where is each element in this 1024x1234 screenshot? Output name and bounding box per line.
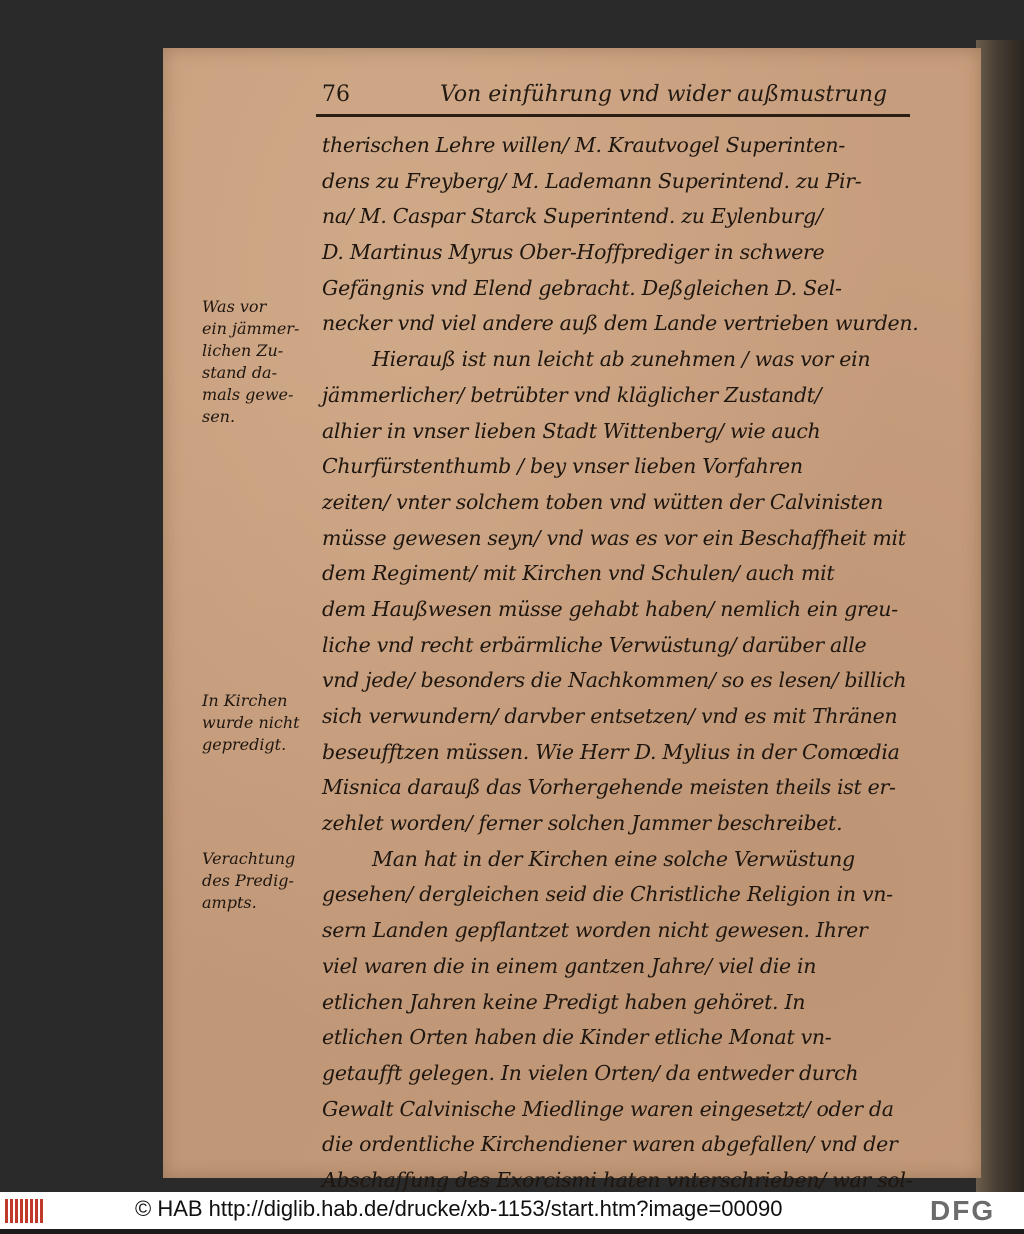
- running-title: Von einführung vnd wider außmustrung: [440, 82, 888, 107]
- text-line: vnd jede/ besonders die Nachkommen/ so es lesen/ billich: [322, 668, 907, 693]
- text-line: Gefängnis vnd Elend gebracht. Deßgleichen D. Sel-: [322, 275, 842, 300]
- viewer-footer: [0, 1192, 1024, 1229]
- margin-note-line: mals gewe-: [202, 385, 294, 404]
- text-line: jämmerlicher/ betrübter vnd kläglicher Zustandt/: [322, 382, 822, 407]
- margin-note-line: lichen Zu-: [202, 341, 284, 360]
- text-line: die ordentliche Kirchendiener waren abgefallen/ vnd der: [322, 1132, 898, 1157]
- text-line: Churfürstenthumb / bey vnser lieben Vorfahren: [322, 454, 803, 479]
- text-line: zeiten/ vnter solchem toben vnd wütten der Calvinisten: [322, 489, 884, 514]
- text-line: therischen Lehre willen/ M. Krautvogel Superinten-: [322, 133, 845, 157]
- text-line: sich verwundern/ darvber entsetzen/ vnd es mit Thränen: [322, 704, 898, 728]
- text-line: sern Landen gepflantzet worden nicht gewesen. Ihrer: [322, 918, 868, 943]
- dfg-logo: DFG: [930, 1195, 996, 1226]
- text-line: getaufft gelegen. In vielen Orten/ da entweder durch: [322, 1060, 859, 1085]
- margin-note-verachtung: [202, 848, 320, 914]
- text-line: viel waren die in einem gantzen Jahre/ viel die in: [322, 953, 817, 978]
- text-line: gesehen/ dergleichen seid die Christliche Religion in vn-: [322, 882, 893, 907]
- text-line: beseufftzen müssen. Wie Herr D. Mylius in der Comœdia: [322, 739, 900, 764]
- margin-note-line: ampts.: [202, 893, 257, 912]
- body-text: [322, 128, 919, 1234]
- margin-note-zustand: [202, 296, 320, 428]
- text-line: alhier in vnser lieben Stadt Wittenberg/ wie auch: [322, 418, 821, 443]
- text-line: müsse gewesen seyn/ vnd was es vor ein Beschaffheit mit: [322, 525, 906, 550]
- text-line: zehlet worden/ ferner solchen Jammer beschreibet.: [322, 811, 843, 836]
- text-line: dem Haußwesen müsse gehabt haben/ nemlich ein greu-: [322, 596, 898, 621]
- text-line: dens zu Freyberg/ M. Lademann Superintend. zu Pir-: [322, 168, 862, 193]
- text-line: Gewalt Calvinische Miedlinge waren eingesetzt/ oder da: [322, 1096, 894, 1121]
- margin-note-kirchen: [202, 690, 320, 756]
- margin-note-line: In Kirchen: [202, 691, 288, 710]
- page-number: 76: [322, 82, 350, 107]
- text-line: etlichen Orten haben die Kinder etliche Monat vn-: [322, 1025, 832, 1050]
- text-line: necker vnd viel andere auß dem Lande vertrieben wurden.: [322, 311, 919, 336]
- text-line: D. Martinus Myrus Ober-Hoffprediger in schwere: [322, 240, 825, 265]
- hab-barcode-icon: [5, 1199, 45, 1223]
- copyright-link[interactable]: © HAB http://diglib.hab.de/drucke/xb-1153/start.htm?image=00090: [135, 1196, 783, 1221]
- text-line: Man hat in der Kirchen eine solche Verwüstung: [372, 846, 855, 871]
- margin-note-line: Was vor: [202, 297, 267, 316]
- text-line: na/ M. Caspar Starck Superintend. zu Eylenburg/: [322, 204, 823, 229]
- margin-note-line: sen.: [202, 407, 236, 426]
- header-rule: [316, 114, 910, 117]
- text-line: Hierauß ist nun leicht ab zunehmen / was vor ein: [372, 347, 871, 372]
- margin-note-line: stand da-: [202, 363, 277, 382]
- margin-note-line: Verachtung: [202, 849, 296, 868]
- book-edge: [976, 40, 1024, 1192]
- text-line: etlichen Jahren keine Predigt haben gehöret. In: [322, 989, 806, 1014]
- text-line: Misnica darauß das Vorhergehende meisten theils ist er-: [322, 775, 896, 800]
- margin-note-line: ein jämmer-: [202, 319, 300, 338]
- margin-note-line: des Predig-: [202, 871, 294, 890]
- text-line: liche vnd recht erbärmliche Verwüstung/ darüber alle: [322, 632, 867, 657]
- text-line: Abschaffung des Exorcismi haten vnterschrieben/ war sol-: [322, 1167, 913, 1192]
- margin-note-line: gepredigt.: [202, 735, 287, 754]
- text-line: dem Regiment/ mit Kirchen vnd Schulen/ auch mit: [322, 561, 835, 586]
- margin-note-line: wurde nicht: [202, 713, 300, 732]
